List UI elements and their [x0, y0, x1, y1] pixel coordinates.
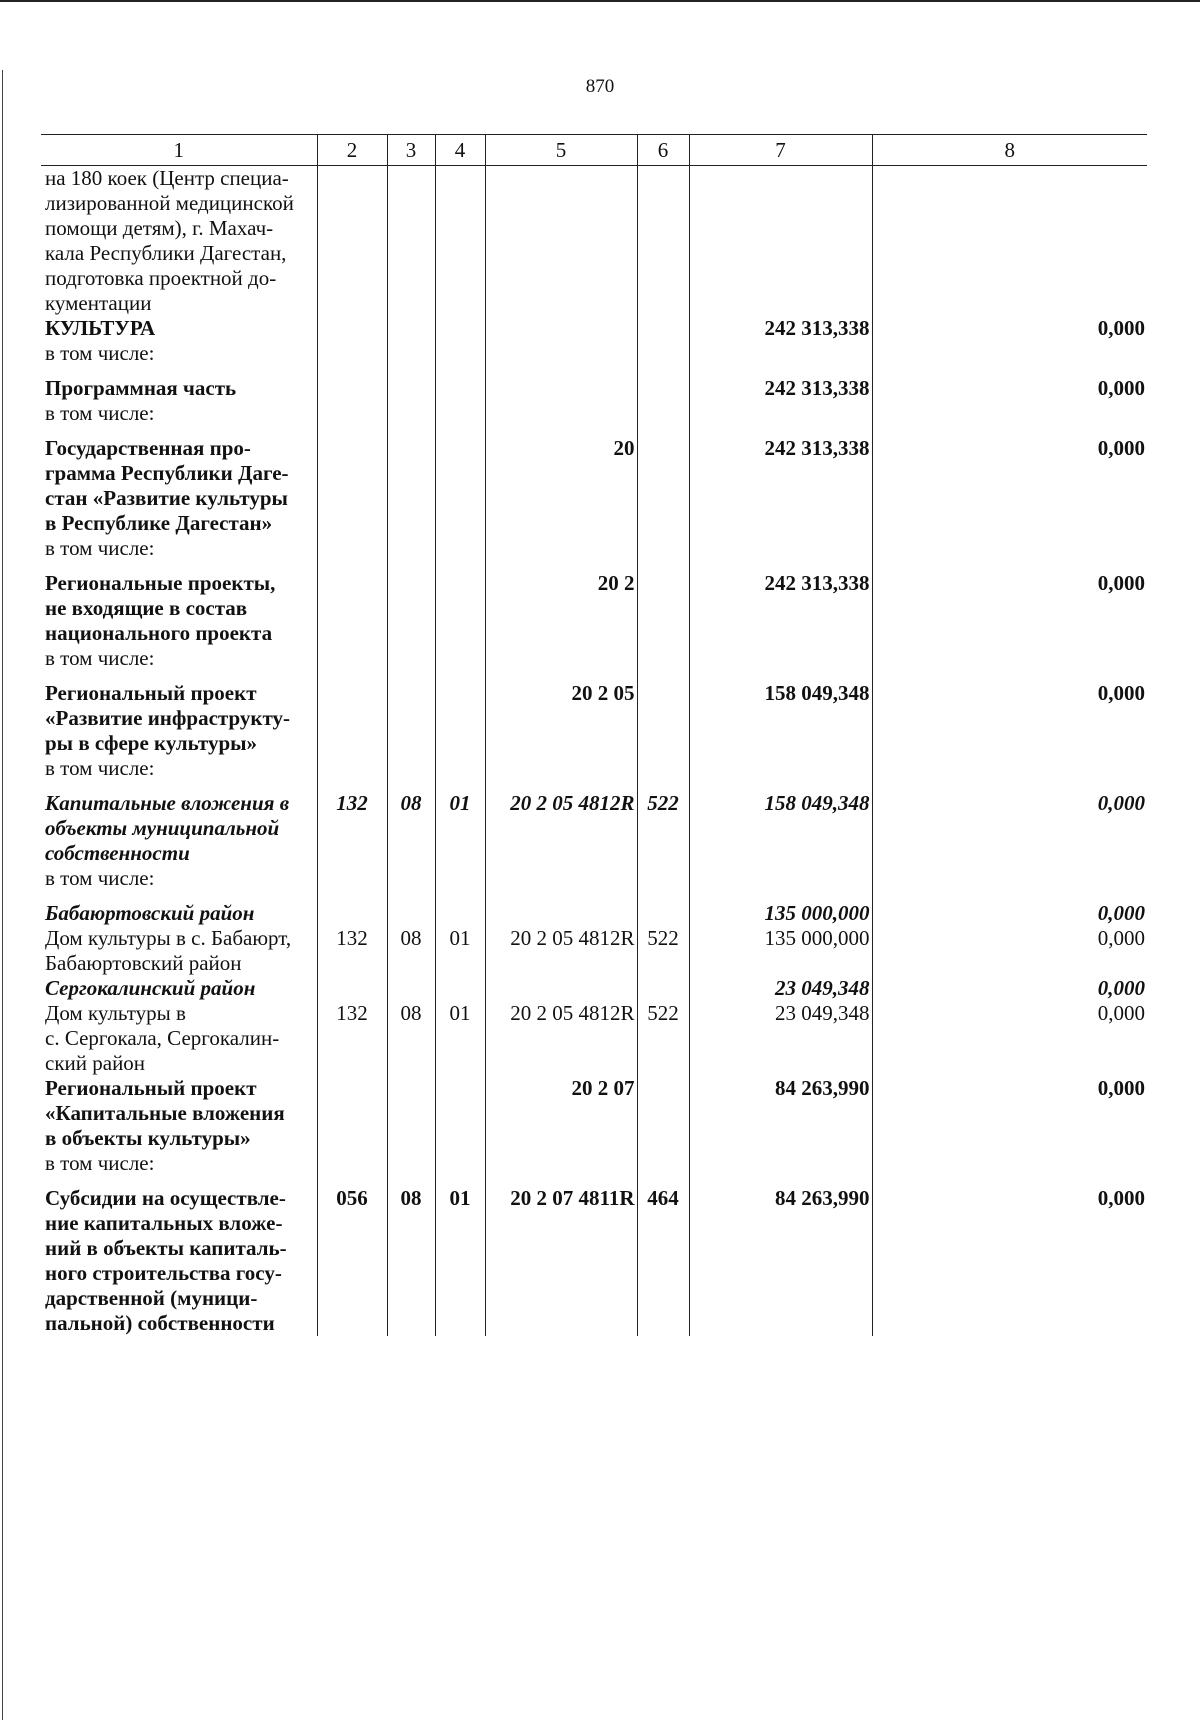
row-amount	[689, 866, 872, 901]
row-amount	[689, 536, 872, 571]
row-col-3	[387, 436, 435, 536]
table-row	[41, 756, 1147, 791]
row-col-3	[387, 401, 435, 436]
row-description: КУЛЬТУРА	[45, 316, 156, 340]
row-col-2	[317, 341, 387, 376]
row-col-4	[435, 166, 485, 317]
row-col-6	[637, 976, 689, 1001]
row-col-2	[317, 901, 387, 926]
row-amount: 242 313,338	[689, 376, 872, 401]
row-col-6	[637, 166, 689, 317]
row-code	[485, 376, 637, 401]
row-col-8: 0,000	[872, 681, 1147, 756]
row-code: 20 2 05 4812R	[485, 791, 637, 866]
row-col-3	[387, 341, 435, 376]
row-col-6: 464	[637, 1186, 689, 1336]
row-col-6: 522	[637, 926, 689, 976]
row-col-3	[387, 1076, 435, 1151]
row-description: в том числе:	[45, 866, 155, 890]
row-col-6	[637, 316, 689, 341]
table-row	[41, 1076, 1147, 1151]
table-row	[41, 866, 1147, 901]
table-row	[41, 646, 1147, 681]
column-header: 2	[317, 135, 387, 166]
row-description: Дом культуры в с. Бабаюрт, Бабаюртовский район	[45, 926, 292, 975]
column-header: 5	[485, 135, 637, 166]
row-description: в том числе:	[45, 646, 155, 670]
row-col-3	[387, 316, 435, 341]
row-amount	[689, 166, 872, 317]
row-amount: 242 313,338	[689, 436, 872, 536]
row-col-4	[435, 316, 485, 341]
row-col-4: 01	[435, 1186, 485, 1336]
row-col-3	[387, 571, 435, 646]
row-col-4	[435, 646, 485, 681]
table-row	[41, 976, 1147, 1001]
table-row	[41, 166, 1147, 317]
row-code	[485, 1151, 637, 1186]
row-description: Региональный проект «Капитальные вложения в объекты культуры»	[45, 1076, 285, 1150]
row-col-2	[317, 1151, 387, 1186]
scan-edge-top	[0, 0, 1200, 5]
table-row	[41, 376, 1147, 401]
row-col-4: 01	[435, 1001, 485, 1076]
row-description: Государственная про- грамма Республики Даге- стан «Развитие культуры в Республике Дагестан»	[45, 436, 289, 535]
row-col-3	[387, 681, 435, 756]
row-col-4	[435, 976, 485, 1001]
row-col-4	[435, 376, 485, 401]
table-row	[41, 401, 1147, 436]
row-description: в том числе:	[45, 341, 155, 365]
row-col-8: 0,000	[872, 1076, 1147, 1151]
row-col-3	[387, 866, 435, 901]
row-col-3	[387, 376, 435, 401]
row-description: Капитальные вложения в объекты муниципальной собственности	[45, 791, 290, 865]
row-col-4	[435, 401, 485, 436]
row-code	[485, 646, 637, 681]
row-col-8	[872, 166, 1147, 317]
row-col-8: 0,000	[872, 376, 1147, 401]
row-col-6	[637, 401, 689, 436]
budget-table	[41, 134, 1147, 1336]
row-amount: 158 049,348	[689, 681, 872, 756]
row-amount	[689, 341, 872, 376]
row-col-6	[637, 536, 689, 571]
row-col-4	[435, 1076, 485, 1151]
row-description: на 180 коек (Центр специа- лизированной медицинской помощи детям), г. Махач- кала Республики Дагестан, подготовка проектной до- кументации	[45, 166, 294, 315]
row-col-3	[387, 756, 435, 791]
table-row	[41, 436, 1147, 536]
row-code: 20	[485, 436, 637, 536]
table-row	[41, 316, 1147, 341]
table-header-row	[41, 135, 1147, 166]
table-row	[41, 1151, 1147, 1186]
row-col-8	[872, 756, 1147, 791]
row-col-2	[317, 1076, 387, 1151]
row-amount: 135 000,000	[689, 926, 872, 976]
row-col-2	[317, 646, 387, 681]
row-col-2	[317, 866, 387, 901]
row-code	[485, 341, 637, 376]
row-col-4	[435, 536, 485, 571]
table-row	[41, 901, 1147, 926]
row-code: 20 2 05 4812R	[485, 926, 637, 976]
table-row	[41, 1186, 1147, 1336]
row-description: Субсидии на осуществле- ние капитальных вложе- ний в объекты капиталь- ного строительства госу- дарственной (муници- пальной) собственности	[45, 1186, 287, 1335]
row-amount: 242 313,338	[689, 571, 872, 646]
row-col-4	[435, 681, 485, 756]
row-col-2: 132	[317, 791, 387, 866]
row-description: Дом культуры в с. Сергокала, Сергокалин- ский район	[45, 1001, 280, 1075]
column-header: 1	[41, 135, 317, 166]
row-col-2	[317, 536, 387, 571]
row-amount: 242 313,338	[689, 316, 872, 341]
row-amount: 23 049,348	[689, 976, 872, 1001]
row-col-8: 0,000	[872, 791, 1147, 866]
row-col-3	[387, 646, 435, 681]
row-col-2	[317, 316, 387, 341]
table-body	[41, 166, 1147, 1337]
row-code: 20 2 05 4812R	[485, 1001, 637, 1076]
row-col-2	[317, 571, 387, 646]
row-col-4	[435, 901, 485, 926]
row-col-3	[387, 976, 435, 1001]
row-code	[485, 756, 637, 791]
row-col-8	[872, 401, 1147, 436]
row-col-3: 08	[387, 926, 435, 976]
row-code	[485, 536, 637, 571]
row-col-8: 0,000	[872, 316, 1147, 341]
row-code: 20 2 07	[485, 1076, 637, 1151]
row-code	[485, 866, 637, 901]
row-col-6: 522	[637, 791, 689, 866]
row-description: Сергокалинский район	[45, 976, 256, 1000]
row-col-6	[637, 646, 689, 681]
table-row	[41, 926, 1147, 976]
row-col-8: 0,000	[872, 976, 1147, 1001]
row-col-2: 056	[317, 1186, 387, 1336]
row-col-3: 08	[387, 1001, 435, 1076]
row-col-8: 0,000	[872, 1001, 1147, 1076]
row-description: Региональные проекты, не входящие в состав национального проекта	[45, 571, 276, 645]
row-col-2: 132	[317, 926, 387, 976]
row-col-8: 0,000	[872, 1186, 1147, 1336]
row-col-4: 01	[435, 926, 485, 976]
row-col-3	[387, 901, 435, 926]
table-row	[41, 1001, 1147, 1076]
row-col-6	[637, 1076, 689, 1151]
row-col-6	[637, 1151, 689, 1186]
row-col-2	[317, 756, 387, 791]
row-col-8: 0,000	[872, 571, 1147, 646]
row-col-6	[637, 901, 689, 926]
column-header: 4	[435, 135, 485, 166]
row-code	[485, 901, 637, 926]
row-code	[485, 166, 637, 317]
row-col-6	[637, 681, 689, 756]
row-col-3	[387, 536, 435, 571]
row-col-8	[872, 1151, 1147, 1186]
column-header: 3	[387, 135, 435, 166]
table-row	[41, 341, 1147, 376]
row-col-2	[317, 436, 387, 536]
row-col-6	[637, 376, 689, 401]
row-col-8: 0,000	[872, 436, 1147, 536]
row-description: Программная часть	[45, 376, 237, 400]
row-col-4	[435, 341, 485, 376]
row-col-2	[317, 376, 387, 401]
row-col-4	[435, 866, 485, 901]
row-description: Бабаюртовский район	[45, 901, 255, 925]
column-header: 8	[872, 135, 1147, 166]
row-code	[485, 976, 637, 1001]
row-col-4	[435, 756, 485, 791]
row-col-8	[872, 536, 1147, 571]
row-col-6	[637, 571, 689, 646]
row-amount: 23 049,348	[689, 1001, 872, 1076]
row-col-4	[435, 1151, 485, 1186]
column-header: 6	[637, 135, 689, 166]
row-col-2	[317, 976, 387, 1001]
row-col-4	[435, 436, 485, 536]
row-description: в том числе:	[45, 756, 155, 780]
row-col-8	[872, 866, 1147, 901]
row-code	[485, 401, 637, 436]
row-col-6: 522	[637, 1001, 689, 1076]
row-description: в том числе:	[45, 401, 155, 425]
scan-edge-left	[2, 70, 3, 1720]
row-col-6	[637, 756, 689, 791]
row-amount	[689, 646, 872, 681]
row-col-2	[317, 166, 387, 317]
row-amount	[689, 1151, 872, 1186]
row-col-6	[637, 436, 689, 536]
row-col-8	[872, 341, 1147, 376]
row-col-8	[872, 646, 1147, 681]
row-col-2	[317, 681, 387, 756]
row-col-3	[387, 1151, 435, 1186]
table-row	[41, 791, 1147, 866]
row-code: 20 2 07 4811R	[485, 1186, 637, 1336]
row-code: 20 2	[485, 571, 637, 646]
row-amount: 135 000,000	[689, 901, 872, 926]
row-description: в том числе:	[45, 1151, 155, 1175]
page-number: 870	[585, 76, 615, 97]
row-col-4: 01	[435, 791, 485, 866]
row-col-3: 08	[387, 1186, 435, 1336]
table-row	[41, 571, 1147, 646]
row-col-3: 08	[387, 791, 435, 866]
row-amount: 84 263,990	[689, 1076, 872, 1151]
row-description: в том числе:	[45, 536, 155, 560]
row-col-3	[387, 166, 435, 317]
row-amount	[689, 401, 872, 436]
row-amount: 158 049,348	[689, 791, 872, 866]
table-row	[41, 536, 1147, 571]
column-header: 7	[689, 135, 872, 166]
table-row	[41, 681, 1147, 756]
row-amount: 84 263,990	[689, 1186, 872, 1336]
row-col-6	[637, 866, 689, 901]
row-amount	[689, 756, 872, 791]
row-col-8: 0,000	[872, 926, 1147, 976]
row-code: 20 2 05	[485, 681, 637, 756]
row-col-8: 0,000	[872, 901, 1147, 926]
row-code	[485, 316, 637, 341]
row-col-2	[317, 401, 387, 436]
row-description: Региональный проект «Развитие инфраструкту- ры в сфере культуры»	[45, 681, 291, 755]
row-col-2: 132	[317, 1001, 387, 1076]
row-col-4	[435, 571, 485, 646]
row-col-6	[637, 341, 689, 376]
